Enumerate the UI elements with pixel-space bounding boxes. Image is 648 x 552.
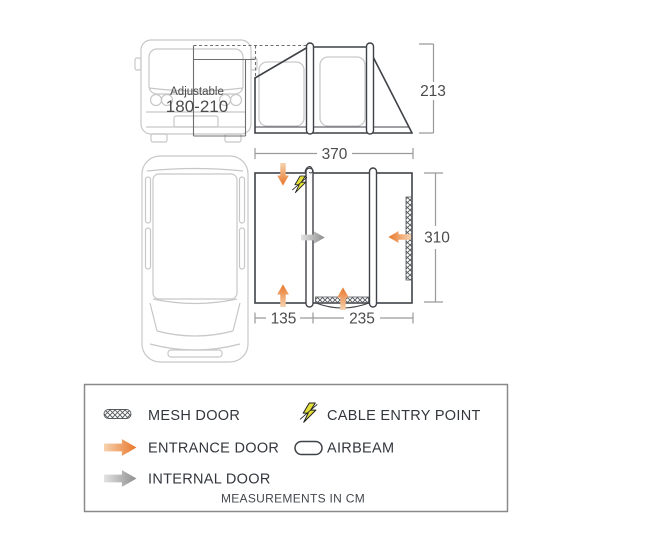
airbeam-tube-side — [307, 43, 314, 134]
adjustable-range-value: 180-210 — [165, 97, 229, 116]
awning-floor-plan — [255, 166, 412, 308]
dimension-front-sections — [255, 311, 413, 328]
floor-plan-outline — [255, 173, 412, 303]
plan-view — [142, 146, 450, 362]
side-window-panel — [320, 57, 365, 126]
width-dim-value: 370 — [321, 146, 348, 163]
airbeam-tube-plan — [370, 168, 377, 307]
legend — [85, 385, 508, 512]
legend-label-mesh-door: MESH DOOR — [148, 408, 241, 424]
connection-dashed-line — [194, 46, 307, 78]
legend-label-airbeam: AIRBEAM — [327, 440, 395, 457]
dimension-height — [419, 44, 446, 133]
legend-label-cable-entry: CABLE ENTRY POINT — [327, 408, 481, 424]
legend-label-internal-door: INTERNAL DOOR — [148, 471, 271, 488]
dimension-width — [255, 146, 413, 163]
legend-label-entrance-door: ENTRANCE DOOR — [148, 440, 280, 457]
side-view — [135, 40, 446, 142]
height-dim-value: 213 — [420, 83, 446, 100]
airbeam-tube-side — [367, 43, 374, 134]
awning-side-profile — [255, 43, 412, 134]
measurements-note: MEASUREMENTS IN CM — [220, 491, 366, 506]
airbeam-icon — [295, 442, 322, 455]
depth-dim-value: 310 — [424, 229, 450, 247]
adjustable-label: Adjustable — [170, 86, 224, 98]
right-section-dim-value: 235 — [349, 310, 375, 328]
van-top-view — [142, 156, 248, 362]
left-section-dim-value: 135 — [270, 310, 297, 328]
dimension-depth — [424, 173, 450, 302]
mesh-door-icon — [104, 410, 131, 419]
